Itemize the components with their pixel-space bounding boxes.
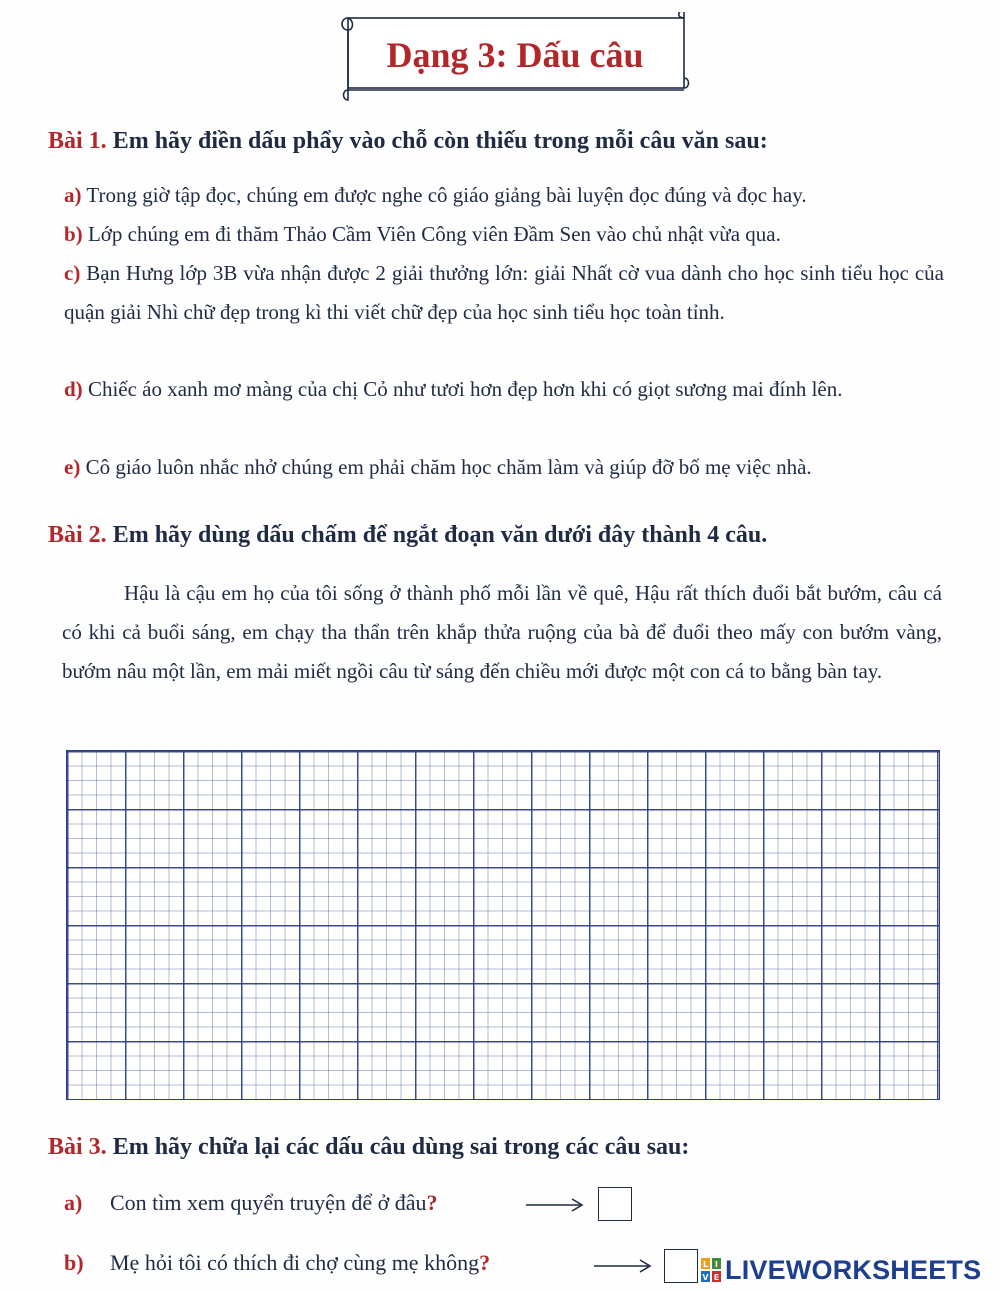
ex2-number: Bài 2. (48, 522, 107, 548)
ex3-item-b-answer-box[interactable] (664, 1249, 698, 1283)
ex3-item-b-mark: ? (479, 1250, 491, 1275)
ex1-item-b-text: Lớp chúng em đi thăm Thảo Cầm Viên Công viên Đầm Sen vào chủ nhật vừa qua. (87, 222, 781, 246)
ex3-item-a (64, 1190, 438, 1216)
ex3-heading (48, 1134, 689, 1161)
ex1-number: Bài 1. (48, 128, 107, 154)
ex3-item-a-mark: ? (426, 1190, 438, 1215)
ex1-item-a-text: Trong giờ tập đọc, chúng em được nghe cô giáo giảng bài luyện đọc đúng và đọc hay. (86, 183, 807, 207)
ex1-item-b[interactable] (64, 215, 944, 254)
title-scroll (340, 12, 690, 98)
liveworksheets-logo-icon (700, 1257, 722, 1283)
brand-text: LIVEWORKSHEETS (725, 1254, 982, 1285)
svg-text:V: V (702, 1273, 709, 1282)
writing-grid[interactable] (66, 750, 940, 1100)
ex2-paragraph: Hậu là cậu em họ của tôi sống ở thành phố mỗi lần về quê, Hậu rất thích đuổi bắt bướm, câu cá có khi cả buổi sáng, em chạy tha thẩn trên khắp thửa ruộng của bà để đuổi theo mấy con bướm vàng, bướm nâu một lần, em mải miết ngồi câu từ sáng đến chiều mới được một con cá to bằng bàn tay. (62, 581, 942, 683)
ex1-item-c-text: Bạn Hưng lớp 3B vừa nhận được 2 giải thưởng lớn: giải Nhất cờ vua dành cho học sinh tiểu học của quận giải Nhì chữ đẹp trong kì thi viết chữ đẹp của học sinh tiểu học toàn tỉnh. (64, 261, 945, 324)
ex1-item-c-label: c) (64, 261, 81, 285)
ex1-prompt: Em hãy điền dấu phẩy vào chỗ còn thiếu trong mỗi câu văn sau: (112, 128, 768, 154)
ex3-item-b (64, 1250, 490, 1276)
ex1-item-a[interactable] (64, 176, 944, 215)
ex3-number: Bài 3. (48, 1134, 107, 1160)
arrow-right-icon (524, 1195, 588, 1215)
ex3-item-a-label: a) (64, 1190, 83, 1215)
ex3-prompt: Em hãy chữa lại các dấu câu dùng sai trong các câu sau: (112, 1134, 690, 1160)
ex1-item-d-label: d) (64, 377, 83, 401)
ex2-prompt: Em hãy dùng dấu chấm để ngắt đoạn văn dưới đây thành 4 câu. (112, 522, 768, 548)
page-title: Dạng 3: Dấu câu (386, 35, 644, 75)
ex1-item-d-text: Chiếc áo xanh mơ màng của chị Cỏ như tươi hơn đẹp hơn khi có giọt sương mai đính lên. (87, 377, 843, 401)
svg-text:L: L (702, 1260, 709, 1269)
svg-text:I: I (715, 1260, 718, 1269)
ex1-item-d[interactable] (64, 370, 944, 409)
ex3-item-b-label: b) (64, 1250, 84, 1275)
ex1-item-c[interactable] (64, 254, 944, 332)
ex1-item-e[interactable] (64, 448, 944, 487)
ex1-item-e-text: Cô giáo luôn nhắc nhở chúng em phải chăm học chăm làm và giúp đỡ bố mẹ việc nhà. (85, 455, 812, 479)
ex1-heading (48, 128, 768, 155)
ex1-item-b-label: b) (64, 222, 83, 246)
ex3-item-a-answer-box[interactable] (598, 1187, 632, 1221)
arrow-right-icon (592, 1256, 656, 1276)
liveworksheets-brand[interactable] (700, 1253, 981, 1287)
ex1-item-a-label: a) (64, 183, 82, 207)
ex2-heading (48, 522, 767, 549)
ex1-item-e-label: e) (64, 455, 81, 479)
svg-text:E: E (713, 1273, 720, 1282)
ex3-item-b-text: Mẹ hỏi tôi có thích đi chợ cùng mẹ không (110, 1250, 480, 1275)
ex3-item-a-text: Con tìm xem quyển truyện để ở đâu (110, 1190, 427, 1215)
